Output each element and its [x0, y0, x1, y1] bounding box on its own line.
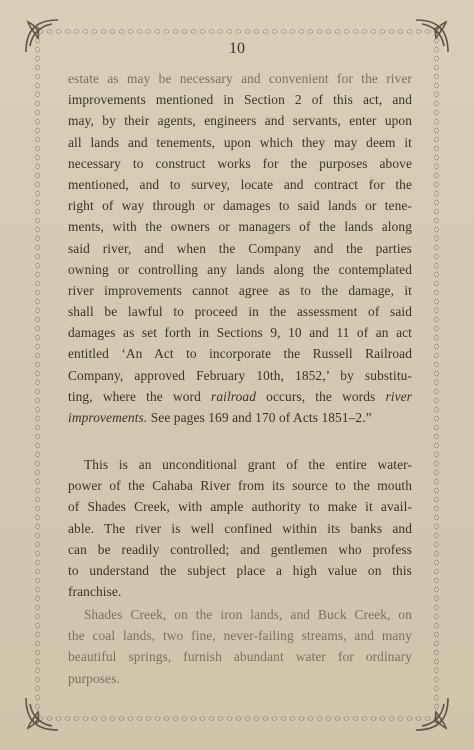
text-line: purposes. [68, 670, 120, 686]
corner-flourish-bottom-right-icon [412, 694, 452, 734]
paragraph-water-supply [68, 604, 412, 689]
text-line: franchise. [68, 584, 122, 600]
text-line: river improvements cannot agree as to the damage, it [68, 282, 412, 298]
border-top-ornament [36, 28, 438, 35]
border-bottom-ornament [36, 715, 438, 722]
text-line: owning or controlling any lands along the contemplated [68, 261, 412, 277]
text-line [68, 407, 412, 428]
text-line: right of way through or damages to said lands or tene- [68, 198, 412, 214]
text-line: can be readily controlled; and gentlemen who profess [68, 541, 412, 557]
text-line: of Shades Creek, with ample authority to make it avail- [68, 499, 412, 515]
border-right-ornament [433, 36, 440, 714]
text-line: to understand the subject place a high value on this [68, 562, 412, 578]
text-line: may, by their agents, engineers and servants, enter upon [68, 113, 412, 129]
text-line: This is an unconditional grant of the entire water- [84, 457, 412, 472]
text-line: Company, approved February 10th, 1852,’ by substitu- [68, 367, 412, 383]
paragraph-statute-quote [68, 68, 412, 428]
italic-term: improvements. [68, 410, 148, 425]
text-line: beautiful springs, furnish abundant water for ordinary [68, 649, 412, 665]
paragraph-grant-description [68, 454, 412, 602]
text-span: occurs, the words [256, 388, 386, 404]
italic-term: river [385, 388, 412, 404]
page-number: 10 [229, 40, 245, 57]
text-line [68, 386, 412, 407]
text-line: ments, with the owners or managers of the lands along [68, 219, 412, 235]
text-line: damages as set forth in Sections 9, 10 and 11 of an act [68, 325, 412, 341]
corner-flourish-bottom-left-icon [22, 694, 62, 734]
text-line: shall be lawful to proceed in the assessment of said [68, 304, 412, 320]
text-line: the coal lands, two fine, never-failing streams, and many [68, 628, 412, 644]
text-line: power of the Cahaba River from its source to the mouth [68, 478, 412, 494]
text-line: necessary to construct works for the purposes above [68, 155, 412, 171]
text-line: said river, and when the Company and the parties [68, 240, 412, 256]
text-line: estate as may be necessary and convenient for the river [68, 71, 412, 86]
text-line: Shades Creek, on the iron lands, and Buck Creek, on [84, 607, 412, 622]
text-span: ting, where the word [68, 388, 212, 404]
text-line: entitled ‘An Act to incorporate the Russell Railroad [68, 346, 412, 362]
text-line: able. The river is well confined within its banks and [68, 520, 412, 536]
text-line: mentioned, and to survey, locate and contract for the [68, 176, 412, 192]
text-span: See pages 169 and 170 of Acts 1851–2.” [147, 410, 372, 425]
italic-term: railroad [211, 388, 256, 404]
border-left-ornament [34, 36, 41, 714]
text-line: improvements mentioned in Section 2 of this act, and [68, 92, 412, 108]
text-line: all lands and tenements, upon which they may deem it [68, 134, 412, 150]
